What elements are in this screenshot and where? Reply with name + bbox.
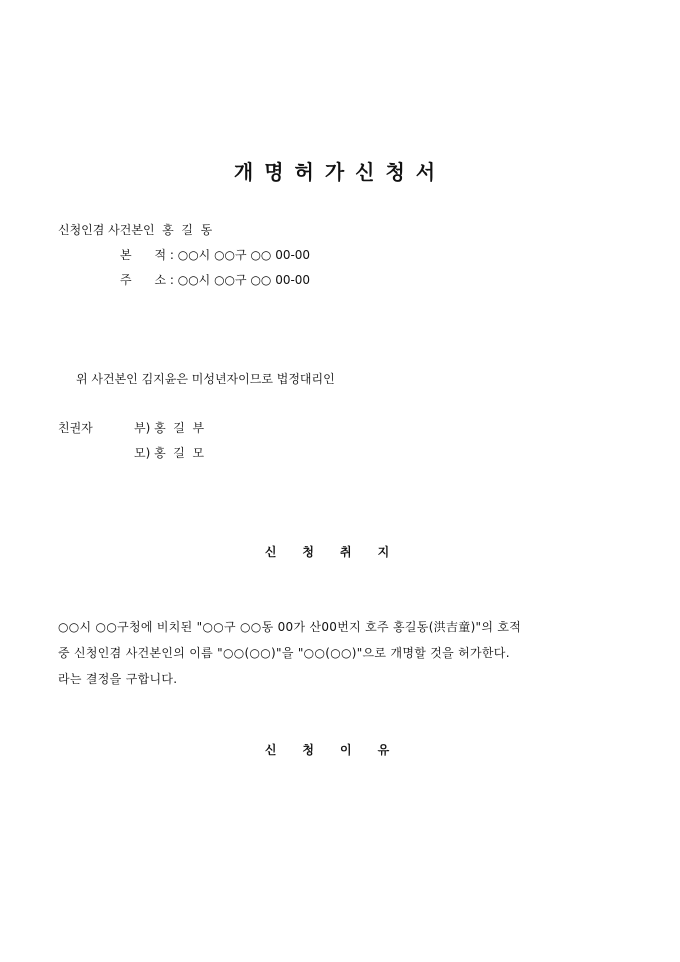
purpose-line-3: 라는 결정을 구합니다. — [58, 672, 178, 686]
applicant-line: 신청인겸 사건본인 홍 길 동 — [58, 223, 213, 237]
address-line: 주 소 : ○○시 ○○구 ○○ 00-00 — [120, 273, 311, 287]
purpose-body — [58, 614, 638, 692]
guardian-father: 부) 홍 길 부 — [134, 421, 205, 435]
statement-line: 위 사건본인 김지윤은 미성년자이므로 법정대리인 — [76, 372, 335, 386]
guardian-mother: 모) 홍 길 모 — [134, 446, 205, 460]
purpose-heading: 신청취지 — [264, 545, 416, 559]
document-title: 개명허가신청서 — [233, 160, 447, 184]
purpose-line-1: ○○시 ○○구청에 비치된 "○○구 ○○동 00가 산00번지 호주 홍길동(洪吉童)"의 호적 — [58, 620, 522, 634]
domicile-line: 본 적 : ○○시 ○○구 ○○ 00-00 — [120, 248, 311, 262]
purpose-line-2: 중 신청인겸 사건본인의 이름 "○○(○○)"을 "○○(○○)"으로 개명할 것을 허가한다. — [58, 646, 510, 660]
guardian-label: 친권자 — [58, 421, 93, 435]
reason-heading: 신청이유 — [264, 743, 416, 757]
